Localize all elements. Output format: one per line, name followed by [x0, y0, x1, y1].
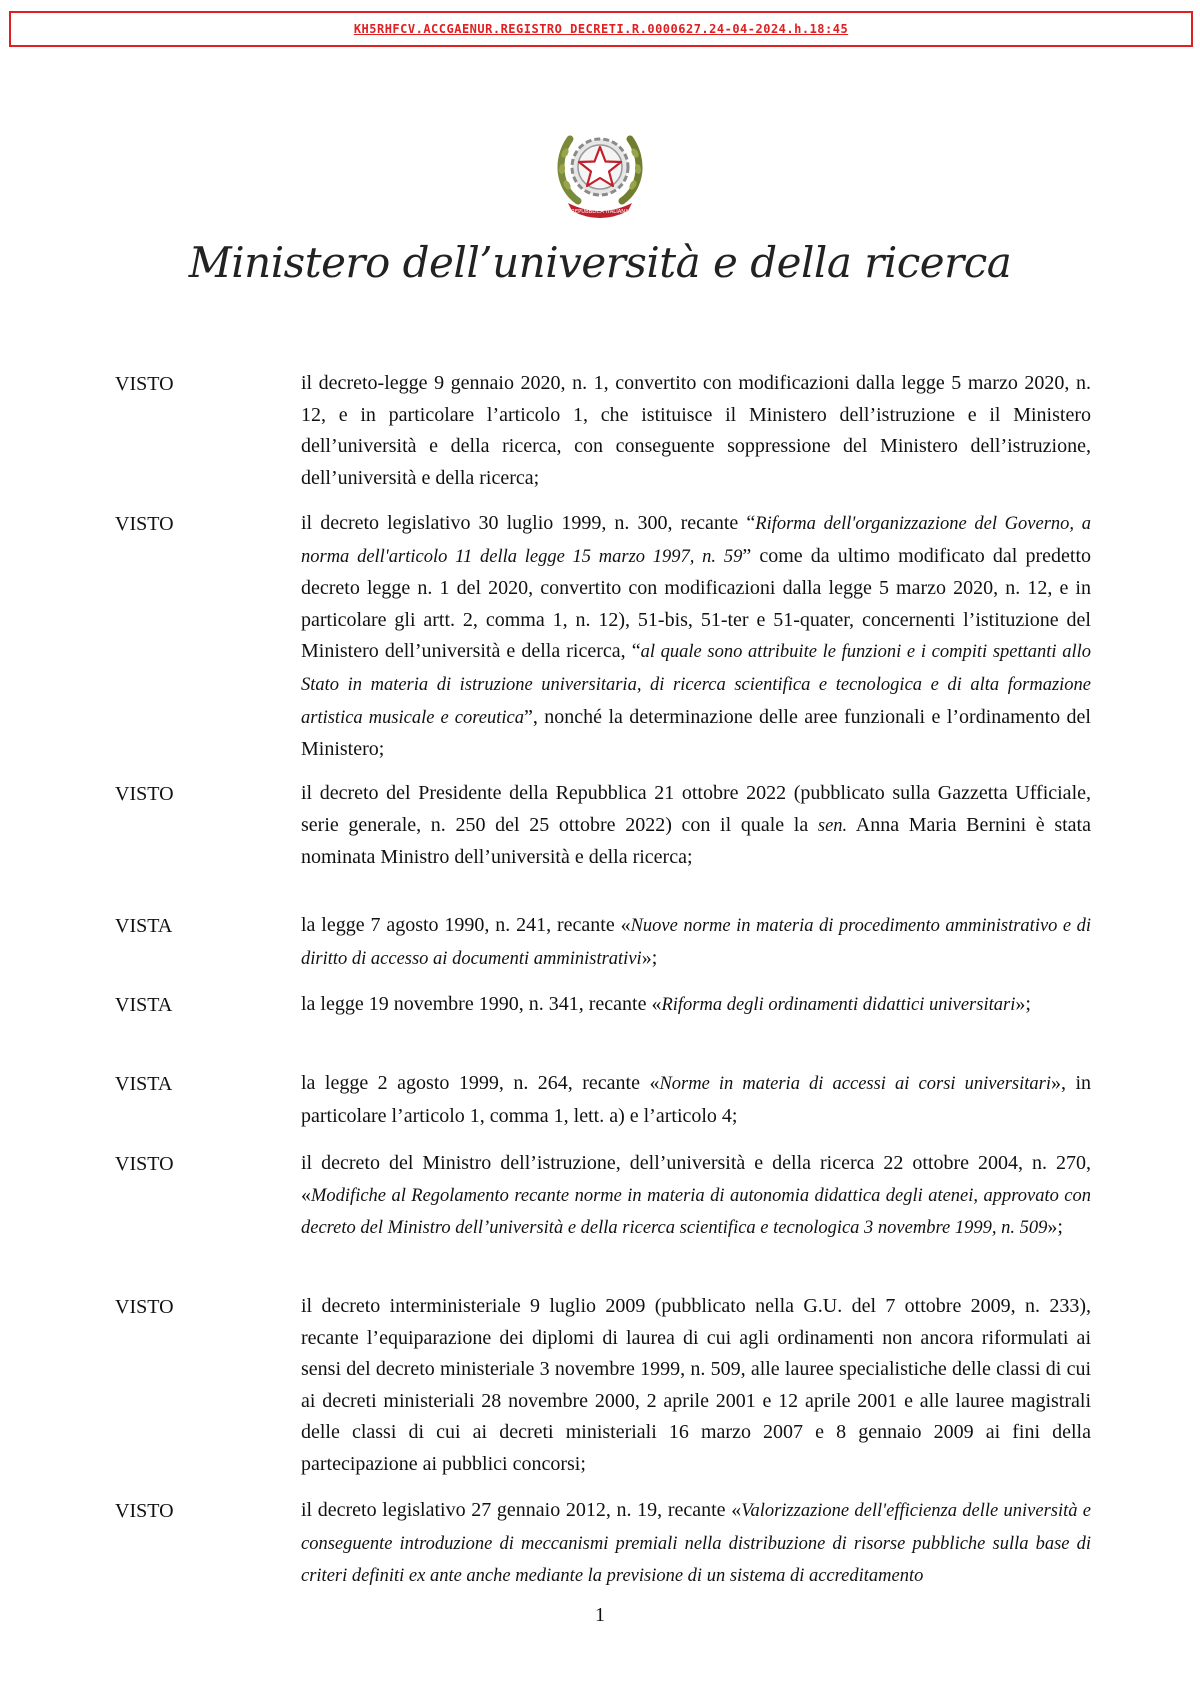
recital-text-part: »; [1047, 1216, 1063, 1239]
recital-title-italic: al quale sono attribuite le funzioni e i compiti spettanti allo Stato in materia di istruzione universitaria, di ricerca scientifica e tecnologica e di alta formazione artistica musicale e coreutica [301, 642, 1091, 728]
recital-label: VISTA [115, 1073, 173, 1095]
recital-label: VISTO [115, 513, 174, 535]
recital-title-italic: Riforma dell'organizzazione del Governo, a norma dell'articolo 11 della legge 15 marzo 1997, n. 59 [301, 514, 1091, 567]
protocol-stamp-text: KH5RHFCV.ACCGAENUR.REGISTRO DECRETI.R.0000627.24-04-2024.h.18:45 [353, 22, 849, 36]
recital-text-part: »; [1015, 993, 1031, 1015]
recital-text-part: ” come da ultimo modificato dal predetto decreto legge n. 1 del 2020, convertito con modificazioni dalla legge 5 marzo 2020, n. 12, e in particolare gli artt. 2, comma 1, n. 12), 51-bis, 51-ter e 51-quater, concernenti l’istituzione del Ministero dell’università e della ricerca, “ [301, 544, 1091, 663]
recital-title-italic: Nuove norme in materia di procedimento amministrativo e di diritto di accesso ai documenti amministrativi [301, 916, 1091, 969]
recital-text-part: il decreto legislativo 30 luglio 1999, n. 300, recante “ [301, 512, 756, 534]
recital-text [301, 989, 1091, 1022]
recital-text [301, 368, 1091, 494]
recital-text-part: il decreto interministeriale 9 luglio 2009 (pubblicato nella G.U. del 7 ottobre 2009, n. 233), recante l’equiparazione dei diplomi di laurea di cui agli ordinamenti non ancora riformulati ai sensi del decreto ministeriale 3 novembre 1999, n. 509, alle lauree specialistiche delle classi di cui ai decreti ministeriali 28 novembre 2000, 2 aprile 2001 e 12 aprile 2001 e alle lauree magistrali delle classi di cui ai decreti ministeriali 16 marzo 2007 e 8 gennaio 2009 ai fini della partecipazione ai pubblici concorsi; [301, 1295, 1091, 1475]
italian-republic-emblem-icon [548, 123, 652, 223]
recital-label: VISTO [115, 1296, 174, 1318]
recital-text-part: ”, nonché la determinazione delle aree funzionali e l’ordinamento del Ministero; [301, 705, 1091, 761]
recital-text [301, 1148, 1091, 1245]
recital-label: VISTO [115, 373, 174, 395]
recital-text [301, 1291, 1091, 1481]
protocol-stamp [9, 11, 1193, 47]
recital-text [301, 1068, 1091, 1132]
recital-text [301, 910, 1091, 975]
recital-text-part: Anna Maria Bernini è stata nominata Ministro dell’università e della ricerca; [301, 813, 1091, 869]
recital-text-part: il decreto legislativo 27 gennaio 2012, n. 19, recante « [301, 1499, 742, 1521]
recital-label: VISTO [115, 783, 174, 805]
recital-text-part: », in particolare l’articolo 1, comma 1, lett. a) e l’articolo 4; [301, 1072, 1091, 1127]
page-number: 1 [595, 1604, 605, 1626]
recital-title-italic: Norme in materia di accessi ai corsi universitari [659, 1074, 1051, 1094]
recital-text-part: la legge 2 agosto 1999, n. 264, recante « [301, 1072, 660, 1094]
recital-title-italic: Riforma degli ordinamenti didattici universitari [661, 995, 1016, 1015]
recital-text [301, 1495, 1091, 1593]
recital-title-italic: Modifiche al Regolamento recante norme in materia di autonomia didattica degli atenei, approvato con decreto del Ministro dell’università e della ricerca scientifica e tecnologica 3 novembre 1999, n. 509 [301, 1185, 1091, 1239]
ministry-name: Ministero dell’università e della ricerca [188, 238, 1012, 287]
recital-text-part: il decreto-legge 9 gennaio 2020, n. 1, convertito con modificazioni dalla legge 5 marzo 2020, n. 12, e in particolare l’articolo 1, che istituisce il Ministero dell’istruzione e il Ministero dell’università e della ricerca, con conseguente soppressione del Ministero dell’istruzione, dell’università e della ricerca; [301, 372, 1091, 489]
recital-text-part: la legge 19 novembre 1990, n. 341, recante « [301, 993, 662, 1015]
recital-text-part: il decreto del Ministro dell’istruzione, dell’università e della ricerca 22 ottobre 2004, n. 270, « [301, 1152, 1091, 1206]
recital-title-italic: sen. [817, 815, 848, 836]
recital-label: VISTA [115, 994, 173, 1016]
recital-text-part: la legge 7 agosto 1990, n. 241, recante « [301, 914, 631, 936]
recital-text-part: il decreto del Presidente della Repubblica 21 ottobre 2022 (pubblicato sulla Gazzetta Ufficiale, serie generale, n. 250 del 25 ottobre 2022) con il quale la [301, 782, 1091, 836]
recital-title-italic: Valorizzazione dell'efficienza delle università e conseguente introduzione di meccanismi premiali nella distribuzione di risorse pubbliche sulla base di criteri definiti ex ante anche mediante la previsione di un sistema di accreditamento [301, 1501, 1091, 1587]
recital-text [301, 508, 1091, 766]
recital-text-part: »; [641, 946, 658, 969]
recital-text [301, 778, 1091, 874]
recital-label: VISTO [115, 1500, 174, 1522]
recital-label: VISTA [115, 915, 173, 937]
recital-label: VISTO [115, 1153, 174, 1175]
svg-text:REPUBBLICA ITALIANA: REPUBBLICA ITALIANA [571, 209, 629, 215]
